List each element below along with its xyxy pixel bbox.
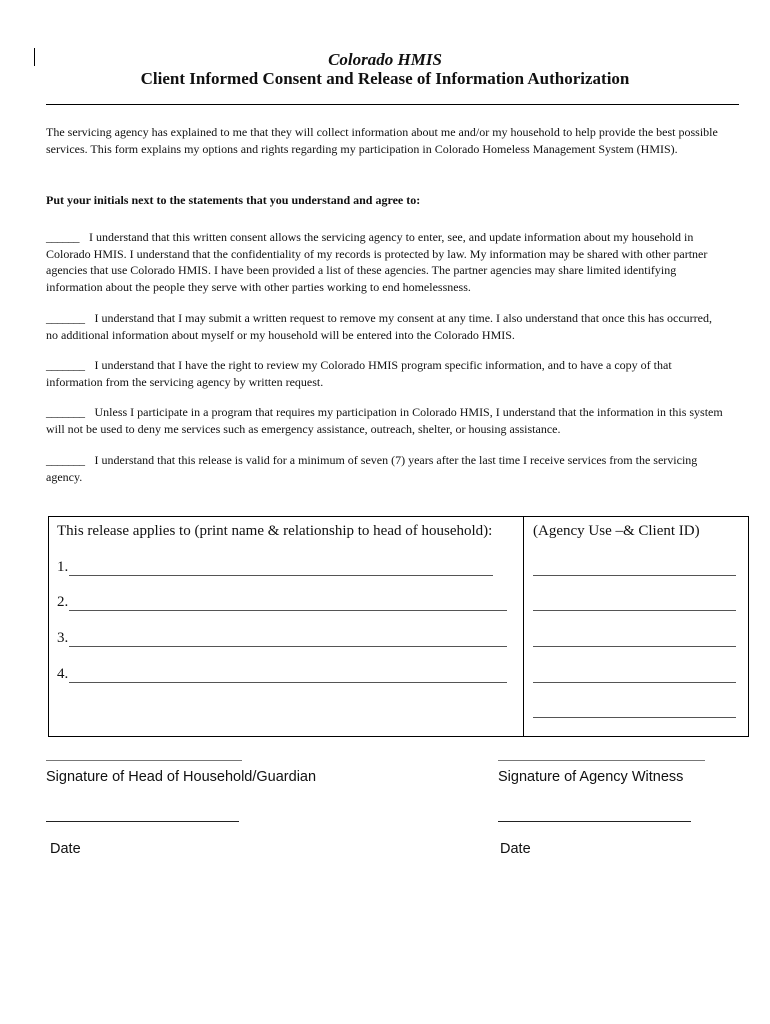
client-id-line-1[interactable] xyxy=(533,575,736,576)
agency-use-heading: (Agency Use –& Client ID) xyxy=(533,523,700,539)
instructions: Put your initials next to the statements that you understand and agree to: xyxy=(46,193,421,207)
client-id-line-2[interactable] xyxy=(533,610,736,611)
statement-text: I understand that I have the right to review my Colorado HMIS program specific information, and to have a copy of that information from the servicing agency by written request. xyxy=(46,358,672,389)
title-divider xyxy=(46,104,739,105)
row-label-2: 2. xyxy=(57,594,69,610)
consent-statement xyxy=(46,310,726,343)
initials-field[interactable]: _______ xyxy=(46,453,85,467)
head-signature-label: Signature of Head of Household/Guardian xyxy=(46,769,317,785)
statement-text: I understand that I may submit a written request to remove my consent at any time. I also understand that once this has occurred, no additional information about myself or my household will be entered into the Colorado HMIS. xyxy=(46,311,712,342)
initials-field[interactable]: _______ xyxy=(46,311,85,325)
head-date-label: Date xyxy=(50,841,81,857)
client-id-line-5[interactable] xyxy=(533,717,736,718)
page-subtitle: Client Informed Consent and Release of Information Authorization xyxy=(140,69,630,88)
initials-field[interactable]: _______ xyxy=(46,405,85,419)
row-label-3: 3. xyxy=(57,630,69,646)
release-heading: This release applies to (print name & relationship to head of household): xyxy=(57,523,493,539)
release-box-divider xyxy=(523,517,524,736)
head-date-line[interactable] xyxy=(46,821,239,822)
initials-field[interactable]: _______ xyxy=(46,358,85,372)
statement-text: I understand that this written consent allows the servicing agency to enter, see, and update information about my household in Colorado HMIS. I understand that the confidentiality of my records is protected by law. My information may be shared with other partner agencies that use Colorado HMIS. I have been provided a list of these agencies. The partner agencies may share limited identifying information about the people they serve with other parties working to end homelessness. xyxy=(46,230,708,294)
client-id-line-4[interactable] xyxy=(533,682,736,683)
row-label-4: 4. xyxy=(57,666,69,682)
statement-text: Unless I participate in a program that requires my participation in Colorado HMIS, I understand that the information in this system will not be used to deny me services such as emergency assistance, outreach, shelter, or housing assistance. xyxy=(46,405,723,436)
witness-date-line[interactable] xyxy=(498,821,691,822)
client-id-line-3[interactable] xyxy=(533,646,736,647)
statement-text: I understand that this release is valid for a minimum of seven (7) years after the last time I receive services from the servicing agency. xyxy=(46,453,698,484)
intro-paragraph: The servicing agency has explained to me that they will collect information about me and/or my household to help provide the best possible services. This form explains my options and rights regarding my participation in Colorado Homeless Management System (HMIS). xyxy=(46,125,718,156)
consent-statement xyxy=(46,357,726,390)
release-box xyxy=(48,516,749,737)
head-signature-line[interactable] xyxy=(46,760,242,761)
name-line-4[interactable] xyxy=(69,682,507,683)
page-title: Colorado HMIS xyxy=(328,50,442,69)
witness-signature-line[interactable] xyxy=(498,760,705,761)
consent-statement xyxy=(46,404,726,437)
initials-field[interactable]: ______ xyxy=(46,230,79,244)
row-label-1: 1. xyxy=(57,559,69,575)
name-line-2[interactable] xyxy=(69,610,507,611)
consent-statement xyxy=(46,229,726,295)
name-line-3[interactable] xyxy=(69,646,507,647)
witness-signature-label: Signature of Agency Witness xyxy=(498,769,684,785)
witness-date-label: Date xyxy=(500,841,531,857)
consent-statement xyxy=(46,452,726,485)
name-line-1[interactable] xyxy=(69,575,493,576)
